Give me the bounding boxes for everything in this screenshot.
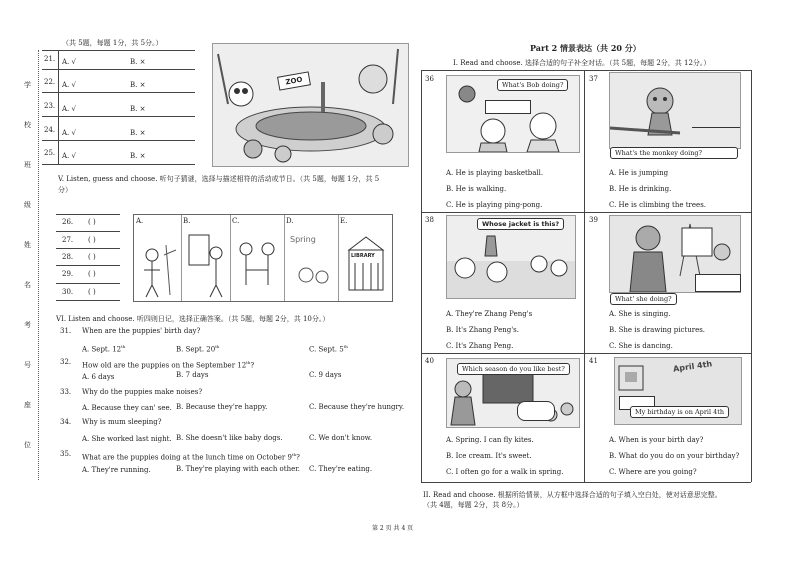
option-a[interactable]: A. When is your birth day?: [609, 436, 704, 444]
option-b[interactable]: B. It's Zhang Peng's.: [446, 326, 519, 334]
margin-char: 座: [24, 401, 31, 409]
option-b[interactable]: B. Ice cream. It's sweet.: [446, 452, 532, 460]
answer-box[interactable]: [485, 100, 531, 114]
option-false[interactable]: B. ×: [130, 129, 146, 137]
margin-char: 学: [24, 81, 31, 89]
option-false[interactable]: B. ×: [130, 58, 146, 66]
option-a[interactable]: A. He is jumping: [609, 169, 669, 177]
option-true[interactable]: A. √: [62, 152, 76, 160]
option-c[interactable]: C. They're eating.: [309, 465, 373, 473]
section-ii-subtitle: （共 4题，每题 2分，共 8分。）: [423, 501, 524, 509]
speech-bubble: My birthday is on April 4th: [630, 406, 729, 418]
margin-char: 位: [24, 441, 31, 449]
option-false[interactable]: B. ×: [130, 105, 146, 113]
option-b[interactable]: B. Because they're happy.: [176, 403, 268, 411]
option-true[interactable]: A. √: [62, 105, 76, 113]
basketball-picture: [446, 75, 580, 153]
option-c[interactable]: C. 9 days: [309, 371, 342, 379]
answer-blank[interactable]: ( ): [88, 236, 96, 244]
answer-blank[interactable]: ( ): [88, 270, 96, 278]
answer-box[interactable]: [695, 274, 741, 292]
margin-char: 考: [24, 321, 31, 329]
option-a[interactable]: A. Because they can' see.: [82, 404, 172, 412]
answer-line[interactable]: [692, 113, 740, 128]
option-false[interactable]: B. ×: [130, 152, 146, 160]
speech-bubble: What's the monkey doing?: [610, 147, 738, 159]
monkey-picture: [609, 72, 741, 149]
option-b[interactable]: B. They're playing with each other.: [176, 465, 301, 473]
binding-margin: [24, 50, 39, 480]
april-banner: April 4th: [672, 359, 713, 374]
option-a[interactable]: A. Sept. 12th: [82, 344, 126, 354]
speech-bubble: What' she doing?: [610, 293, 677, 305]
option-c[interactable]: C. Because they're hungry.: [309, 403, 405, 411]
option-c[interactable]: C. Where are you going?: [609, 468, 697, 476]
season-picture: [446, 358, 580, 428]
jacket-picture: [446, 215, 576, 299]
answer-blank[interactable]: ( ): [88, 288, 96, 296]
margin-char: 班: [24, 161, 31, 169]
option-a[interactable]: A. He is playing basketball.: [446, 169, 544, 177]
option-b[interactable]: B. What do you do on your birthday?: [609, 452, 740, 460]
spring-word: Spring: [290, 235, 316, 244]
answer-bubble[interactable]: [517, 401, 555, 421]
option-c[interactable]: C. It's Zhang Peng.: [446, 342, 514, 350]
section-ii-title: II. Read and choose. 根据所给情景，从方框中选择合适的句子填入空白处，使对话意思完整。: [423, 491, 722, 499]
margin-char: 姓: [24, 241, 31, 249]
option-b[interactable]: B. She doesn't like baby dogs.: [176, 434, 283, 442]
option-b[interactable]: B. She is drawing pictures.: [609, 326, 706, 334]
option-a[interactable]: A. They're running.: [82, 466, 151, 474]
margin-char: 校: [24, 121, 31, 129]
option-false[interactable]: B. ×: [130, 81, 146, 89]
option-a[interactable]: A. 6 days: [82, 373, 115, 381]
library-word: LIBRARY: [351, 253, 375, 259]
option-a[interactable]: A. They're Zhang Peng's: [446, 310, 533, 318]
section-v-title-cont: 分）: [58, 186, 72, 194]
option-a[interactable]: A. She worked last night.: [82, 435, 172, 443]
option-c[interactable]: C. Sept. 5th: [309, 344, 348, 354]
speech-bubble: What's Bob doing?: [497, 79, 568, 91]
zoo-sign: ZOO: [277, 71, 311, 90]
section-v-title: V. Listen, guess and choose. 听句子猜谜，选择与描述相符的活动或节日。（共 5题，每题 1分，共 5: [58, 175, 380, 183]
speech-bubble: Which season do you like best?: [457, 363, 570, 375]
option-true[interactable]: A. √: [62, 58, 76, 66]
option-b[interactable]: B. 7 days: [176, 371, 209, 379]
answer-blank[interactable]: ( ): [88, 218, 96, 226]
page-footer: 第 2 页 共 4 页: [372, 525, 414, 532]
option-b[interactable]: B. Sept. 20th: [176, 344, 220, 354]
option-b[interactable]: B. He is drinking.: [609, 185, 672, 193]
option-c[interactable]: C. I often go for a walk in spring.: [446, 468, 564, 476]
option-true[interactable]: A. √: [62, 129, 76, 137]
section-i-title: I. Read and choose. 选择合适的句子补全对话。（共 5题，每题 2分，共 12分。）: [453, 59, 711, 67]
section-iv-heading: （共 5题，每题 1分，共 5分。）: [62, 39, 163, 47]
option-true[interactable]: A. √: [62, 81, 76, 89]
speech-bubble: Whose jacket is this?: [477, 218, 564, 230]
margin-char: 名: [24, 281, 31, 289]
section-vi-title: VI. Listen and choose. 听四则日记，选择正确答案。（共 5题，每题 2分，共 10分。）: [56, 315, 330, 323]
answer-blank[interactable]: ( ): [88, 253, 96, 261]
margin-char: 号: [24, 361, 31, 369]
option-a[interactable]: A. Spring. I can fly kites.: [446, 436, 534, 444]
margin-char: 级: [24, 201, 31, 209]
part2-title: Part 2 情景表达（共 20 分）: [530, 43, 641, 53]
option-c[interactable]: C. She is dancing.: [609, 342, 673, 350]
drawing-picture: [609, 215, 741, 293]
option-c[interactable]: C. He is playing ping-pong.: [446, 201, 543, 209]
picture-strip: A. B. C. D. E. Spring LIBRARY: [133, 214, 393, 302]
option-c[interactable]: C. We don't know.: [309, 434, 373, 442]
option-b[interactable]: B. He is walking.: [446, 185, 507, 193]
option-c[interactable]: C. He is climbing the trees.: [609, 201, 707, 209]
option-a[interactable]: A. She is singing.: [609, 310, 671, 318]
zoo-illustration: [212, 43, 409, 167]
